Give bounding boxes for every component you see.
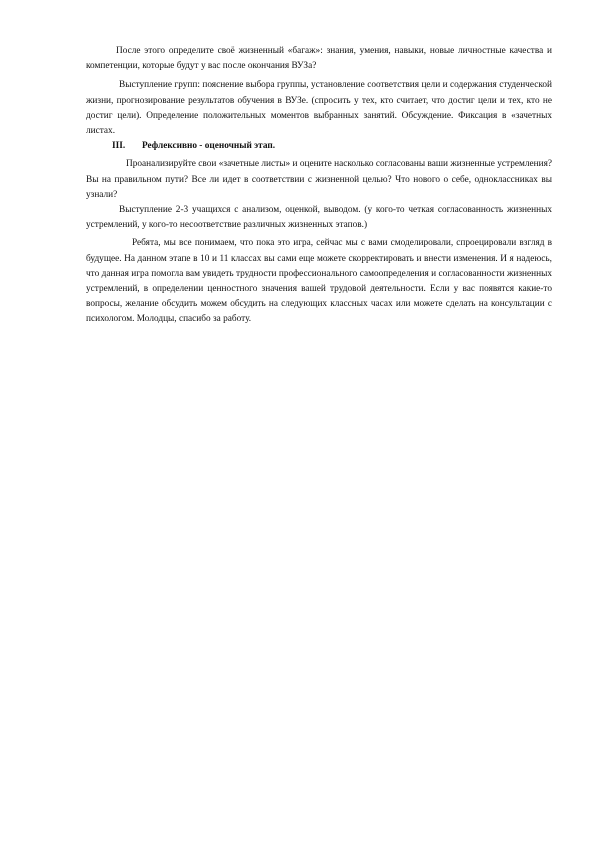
paragraph-student-presentation: Выступление 2-3 учащихся с анализом, оценкой, выводом. (у кого-то четкая согласованность жизненных устремлений, у кого-то несоответствие различных жизненных этапов.) (86, 205, 552, 231)
paragraph-life-baggage: После этого определите своё жизненный «багаж»: знания, умения, навыки, новые личностные качества и компетенции, которые будут у вас после окончания ВУЗа? (86, 46, 552, 72)
document-body (86, 44, 552, 328)
section-title: Рефлексивно - оценочный этап. (142, 141, 276, 152)
section-number: III. (112, 141, 126, 152)
paragraph-closing-remarks: Ребята, мы все понимаем, что пока это игра, сейчас мы с вами смоделировали, спроецировали взгляд в будущее. На данном этапе в 10 и 11 классах вы сами еще можете скорректировать и внести изменения. И я надеюсь, что данная игра помогла вам увидеть трудности профессионального самоопределения и согласованности жизненных устремлений, в определении ценностного значения вашей трудовой деятельности. Если у вас появятся какие-то вопросы, желание обсудить можем обсудить на следующих классных часах или можете сделать на консультации с психологом. Молодцы, спасибо за работу. (86, 238, 552, 325)
section-heading (86, 139, 552, 154)
paragraph-analyze-sheets: Проанализируйте свои «зачетные листы» и оцените насколько согласованы ваши жизненные устремления? Вы на правильном пути? Все ли идет в соответствии с жизненной целью? Что нового о себе, одноклассниках вы узнали? (86, 159, 552, 200)
paragraph-group-presentation: Выступление групп: пояснение выбора группы, установление соответствия цели и содержания студенческой жизни, прогнозирование результатов обучения в ВУЗе. (спросить у тех, кто считает, что достиг цели и тех, кто не достиг цели). Определение положительных моментов выбранных занятий. Обсуждение. Фиксация в «зачетных листах. (86, 80, 552, 137)
